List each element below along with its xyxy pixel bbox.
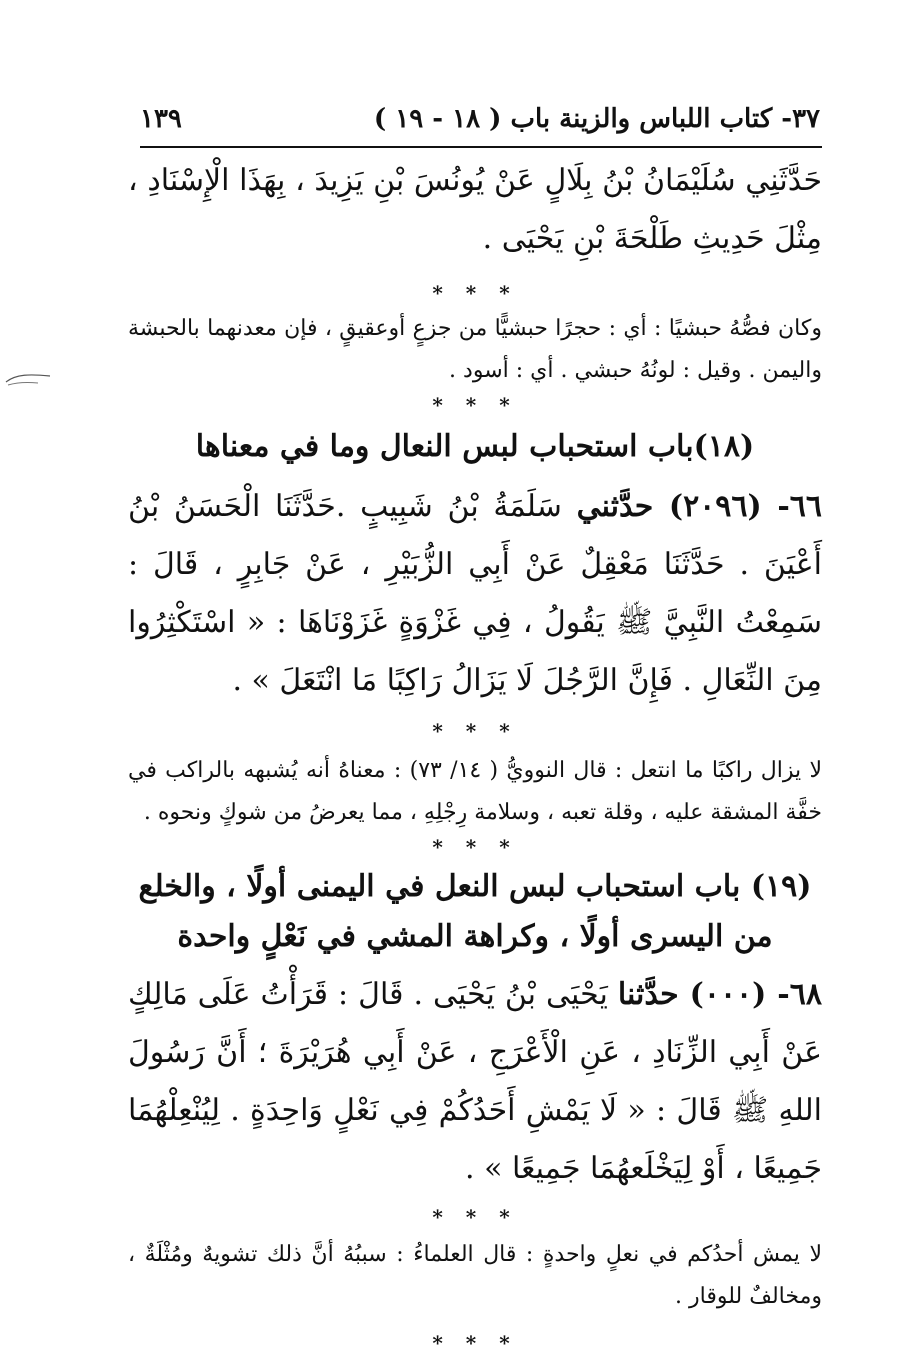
hadith-66	[128, 478, 822, 710]
hadith-text: يَحْيَى بْنُ يَحْيَى . قَالَ : قَرَأْتُ عَلَى مَالِكٍ عَنْ أَبِي الزِّنَادِ ، عَنِ الْأَعْرَجِ ، عَنْ أَبِي هُرَيْرَةَ ؛ أَنَّ رَسُولَ اللهِ ﷺ قَالَ : « لَا يَمْشِ أَحَدُكُمْ فِي نَعْلٍ وَاحِدَةٍ . لِيُنْعِلْهُمَا جَمِيعًا ، أَوْ لِيَخْلَعهُمَا جَمِيعًا » .	[128, 977, 822, 1186]
commentary-note: لا يمش أحدُكم في نعلٍ واحدةٍ : قال العلماءُ : سببُهُ أنَّ ذلك تشويهٌ ومُثْلَةٌ ، ومخالفٌ للوقار .	[128, 1242, 822, 1309]
hadith-continuation: حَدَّثَنِي سُلَيْمَانُ بْنُ بِلَالٍ عَنْ يُونُسَ بْنِ يَزِيدَ ، بِهَذَا الْإِسْنَادِ ، مِثْلَ حَدِيثِ طَلْحَةَ بْنِ يَحْيَى .	[128, 163, 822, 256]
hadith-number: ٦٨- (٠٠٠) حدَّثنا	[617, 977, 822, 1012]
commentary-note: وكان فصُّهُ حبشيًا : أي : حجرًا حبشيًّا من جزعٍ أوعقيقٍ ، فإن معدنهما بالحبشة واليمن . وقيل : لونُهُ حبشي . أي : أسود .	[128, 316, 822, 383]
section-separator: * * *	[432, 719, 518, 743]
margin-pen-mark	[4, 370, 52, 390]
hadith-number: ٦٦- (٢٠٩٦) حدَّثني	[576, 489, 822, 524]
commentary-note: لا يزال راكبًا ما انتعل : قال النوويُّ ( ١٤/ ٧٣) : معناهُ أنه يُشبهه بالراكب في خفَّة المشقة عليه ، وقلة تعبه ، وسلامة رِجْلِهِ ، مما يعرضُ من شوكٍ ونحوه .	[128, 758, 822, 825]
page-number: ١٣٩	[140, 104, 182, 134]
hadith-text: سَلَمَةُ بْنُ شَبِيبٍ .حَدَّثَنَا الْحَسَنُ بْنُ أَعْيَنَ . حَدَّثَنَا مَعْقِلٌ عَنْ أَبِي الزُّبَيْرِ ، عَنْ جَابِرٍ ، قَالَ : سَمِعْتُ النَّبِيَّ ﷺ يَقُولُ ، فِي غَزْوَةٍ غَزَوْنَاهَا : « اسْتَكْثِرُوا مِنَ النِّعَالِ . فَإِنَّ الرَّجُلَ لَا يَزَالُ رَاكِبًا مَا انْتَعَلَ » .	[128, 489, 822, 698]
hadith-68	[128, 966, 822, 1198]
section-separator: * * *	[432, 835, 518, 859]
section-separator: * * *	[432, 281, 518, 305]
running-title: ٣٧- كتاب اللباس والزينة باب ( ١٨ - ١٩ )	[373, 104, 820, 134]
section-separator: * * *	[432, 1205, 518, 1229]
section-separator: * * *	[432, 393, 518, 417]
header-rule	[140, 146, 822, 148]
page-body	[128, 152, 822, 1356]
page-header	[140, 100, 820, 140]
section-separator: * * *	[432, 1331, 518, 1355]
chapter-heading-18: (١٨)باب استحباب لبس النعال وما في معناها	[195, 429, 755, 464]
chapter-heading-19: (١٩) باب استحباب لبس النعل في اليمنى أولًا ، والخلع من اليسرى أولًا ، وكراهة المشي في نَعْلٍ واحدة	[138, 869, 812, 954]
